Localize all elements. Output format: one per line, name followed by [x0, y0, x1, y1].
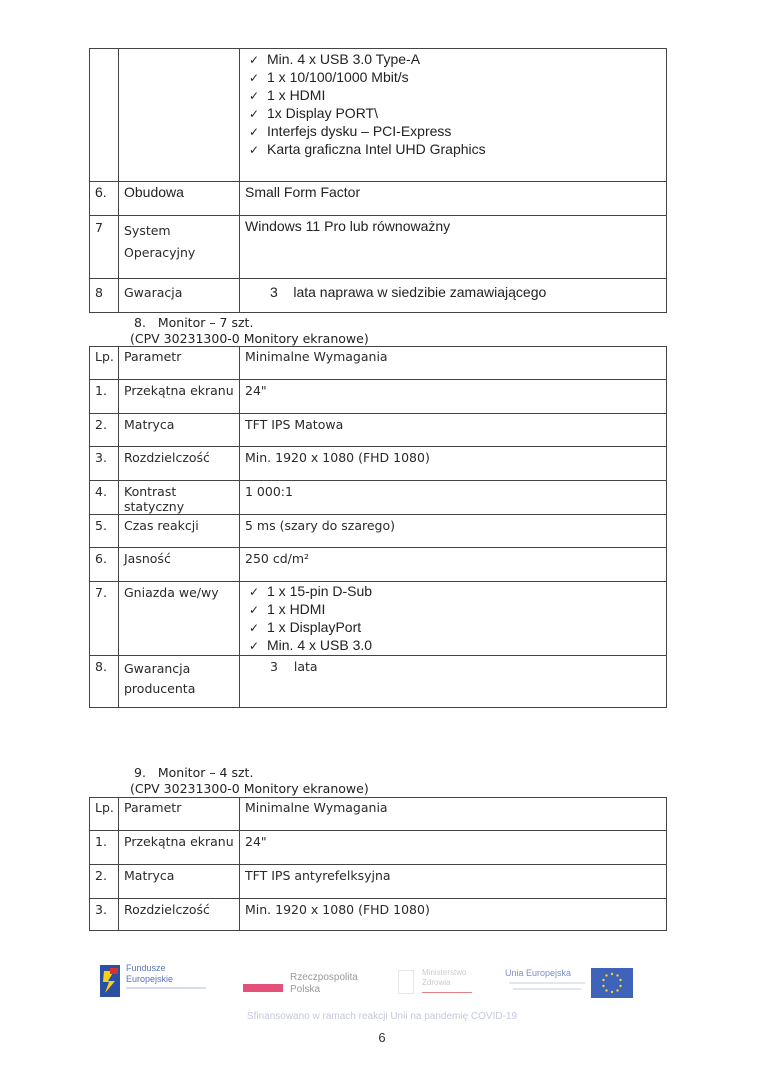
page-number: 6 — [378, 1030, 386, 1045]
param-value: 24" — [240, 380, 667, 414]
table-cell — [90, 49, 119, 182]
param-value: TFT IPS antyrefelksyjna — [240, 865, 667, 899]
param-label: Przekątna ekranu — [119, 831, 240, 865]
row-number: 2. — [90, 414, 119, 447]
param-value: Min. 1920 x 1080 (FHD 1080) — [240, 899, 667, 931]
row-number: 5. — [90, 515, 119, 548]
monitor-4-table — [89, 797, 667, 931]
feature-item: ✓ Min. 4 x USB 3.0 Type-A — [249, 51, 666, 69]
param-value: Min. 1920 x 1080 (FHD 1080) — [240, 447, 667, 481]
eu-flag-icon — [591, 968, 633, 998]
logo-text: Rzeczpospolita — [290, 972, 358, 983]
param-label: Matryca — [119, 414, 240, 447]
logo-fundusze-europejskie — [100, 963, 210, 1001]
top-spec-table — [89, 48, 667, 313]
feature-item: ✓ 1x Display PORT\ — [249, 105, 666, 123]
param-value — [240, 582, 667, 656]
feature-item: ✓ Min. 4 x USB 3.0 — [249, 637, 666, 655]
row-number: 8 — [90, 279, 119, 313]
monitor-7-table — [89, 346, 667, 708]
logo-text: Unia Europejska — [505, 968, 572, 978]
param-label: Czas reakcji — [119, 515, 240, 548]
param-label: System Operacyjny — [119, 216, 240, 279]
row-number: 6. — [90, 548, 119, 582]
cpv-code: (CPV 30231300-0 Monitory ekranowe) — [130, 781, 369, 796]
logo-text: Polska — [290, 984, 321, 995]
table-cell — [240, 49, 667, 182]
param-label: Rozdzielczość — [119, 447, 240, 481]
param-value: 250 cd/m² — [240, 548, 667, 582]
row-number: 1. — [90, 831, 119, 865]
param-value: Windows 11 Pro lub równoważny — [240, 216, 667, 279]
logo-text: Zdrowia — [422, 978, 451, 987]
param-value: 24" — [240, 831, 667, 865]
feature-list — [245, 51, 666, 159]
param-value: 1 000:1 — [240, 481, 667, 515]
logo-text: Ministerstwo — [422, 968, 467, 977]
feature-item: ✓ 1 x HDMI — [249, 87, 666, 105]
row-number: 4. — [90, 481, 119, 515]
logo-rzeczpospolita — [243, 970, 373, 1002]
header-value: Minimalne Wymagania — [240, 798, 667, 831]
logo-ministerstwo-zdrowia — [398, 966, 488, 1000]
feature-item: ✓ 1 x HDMI — [249, 601, 666, 619]
row-number: 7. — [90, 582, 119, 656]
row-number: 3. — [90, 899, 119, 931]
param-label: Przekątna ekranu — [119, 380, 240, 414]
section-heading: 8. Monitor – 7 szt. — [134, 315, 254, 330]
cpv-code: (CPV 30231300-0 Monitory ekranowe) — [130, 331, 369, 346]
param-label: Matryca — [119, 865, 240, 899]
param-label: Gwarancja producenta — [119, 656, 240, 708]
param-label: Gwaracja — [119, 279, 240, 313]
row-number: 2. — [90, 865, 119, 899]
logo-text: Fundusze — [126, 963, 166, 973]
financing-note: Sfinansowano w ramach reakcji Unii na pandemię COVID-19 — [246, 1011, 518, 1022]
feature-item: ✓ 1 x 15-pin D-Sub — [249, 583, 666, 601]
fe-flag-icon — [100, 965, 120, 997]
row-number: 8. — [90, 656, 119, 708]
feature-item: ✓ 1 x DisplayPort — [249, 619, 666, 637]
ports-list — [245, 583, 666, 655]
row-number: 3. — [90, 447, 119, 481]
param-label: Kontrast statyczny — [119, 481, 240, 515]
table-cell — [119, 49, 240, 182]
param-value: 3 lata naprawa w siedzibie zamawiającego — [240, 279, 667, 313]
header-param: Parametr — [119, 798, 240, 831]
emblem-icon — [398, 970, 414, 994]
param-value: Small Form Factor — [240, 182, 667, 216]
param-value: 5 ms (szary do szarego) — [240, 515, 667, 548]
row-number: 1. — [90, 380, 119, 414]
param-value: 3 lata — [240, 656, 667, 708]
logo-unia-europejska — [505, 968, 635, 1002]
param-value: TFT IPS Matowa — [240, 414, 667, 447]
feature-item: ✓ 1 x 10/100/1000 Mbit/s — [249, 69, 666, 87]
flag-icon — [243, 984, 283, 992]
feature-item: ✓ Karta graficzna Intel UHD Graphics — [249, 141, 666, 159]
row-number: 7 — [90, 216, 119, 279]
logo-text: Europejskie — [126, 974, 174, 984]
header-lp: Lp. — [90, 347, 119, 380]
row-number: 6. — [90, 182, 119, 216]
param-label: Gniazda we/wy — [119, 582, 240, 656]
section-heading: 9. Monitor – 4 szt. — [134, 765, 254, 780]
feature-item: ✓ Interfejs dysku – PCI-Express — [249, 123, 666, 141]
param-label: Jasność — [119, 548, 240, 582]
param-label: Obudowa — [119, 182, 240, 216]
header-lp: Lp. — [90, 798, 119, 831]
header-param: Parametr — [119, 347, 240, 380]
param-label: Rozdzielczość — [119, 899, 240, 931]
header-value: Minimalne Wymagania — [240, 347, 667, 380]
